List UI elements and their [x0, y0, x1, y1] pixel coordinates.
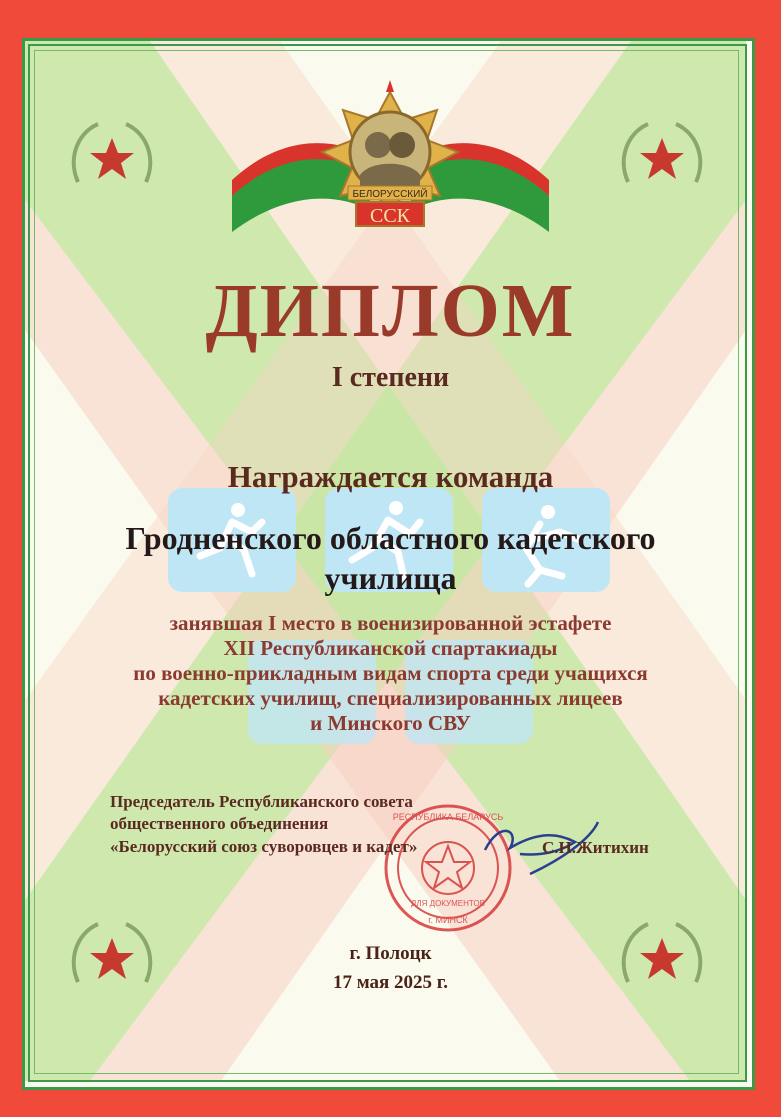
reason-line-3: по военно-прикладным видам спорта среди учащихся — [133, 661, 648, 685]
signatory-line-2: общественного объединения — [110, 814, 329, 833]
date: 17 мая 2025 г. — [332, 972, 449, 993]
team-name-line-1: Гродненского областного кадетского — [125, 520, 656, 556]
stamp-middle-text: ДЛЯ ДОКУМЕНТОВ — [410, 899, 486, 908]
emblem-badge-text: ССК — [369, 205, 411, 227]
signatory-line-3: «Белорусский союз суворовцев и кадет» — [110, 837, 418, 856]
reason-line-4: кадетских училищ, специализированных лицеев — [158, 686, 623, 710]
emblem-ribbon-text: БЕЛОРУССКИЙ — [352, 189, 428, 200]
diploma-title: ДИПЛОМ — [205, 269, 576, 353]
stamp-bottom-text: г. МИНСК — [428, 915, 468, 925]
award-line: Награждается команда — [227, 459, 554, 494]
reason-line-1: занявшая I место в военизированной эстафете — [169, 611, 612, 635]
team-name-line-2: училища — [324, 560, 457, 596]
place: г. Полоцк — [349, 943, 432, 964]
reason-line-2: XII Республиканской спартакиады — [223, 636, 558, 660]
diploma-degree: I степени — [331, 362, 450, 393]
signatory-line-1: Председатель Республиканского совета — [110, 792, 413, 811]
stamp-top-text: РЕСПУБЛИКА БЕЛАРУСЬ — [392, 812, 504, 822]
signatory-name: С.Н.Житихин — [542, 838, 649, 857]
reason-line-5: и Минского СВУ — [310, 711, 471, 735]
